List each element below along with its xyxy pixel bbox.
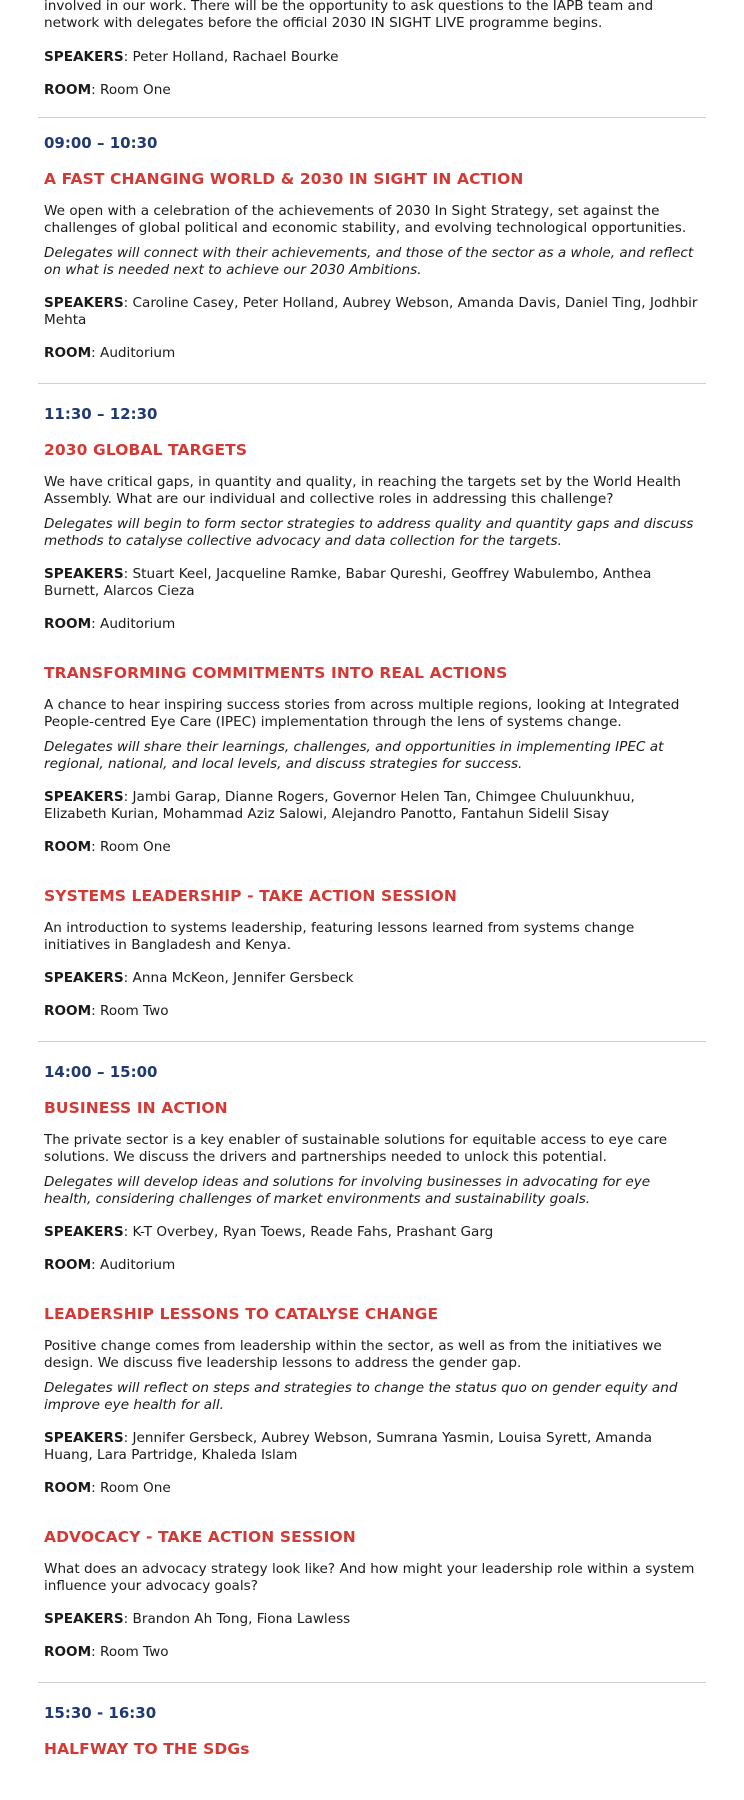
session-speakers: SPEAKERS: Jambi Garap, Dianne Rogers, Governor Helen Tan, Chimgee Chuluunkhuu, Elizabeth Kurian, Mohammad Aziz Salowi, Alejandro Panotto, Fantahun Sidelil Sisay (44, 789, 635, 822)
session-description: An introduction to systems leadership, featuring lessons learned from systems change initiatives in Bangladesh and Kenya. (44, 920, 635, 953)
session-delegates-note: Delegates will share their learnings, challenges, and opportunities in implementing IPEC at regional, national, and local levels, and discuss strategies for success. (44, 739, 664, 772)
session-room: ROOM: Room Two (44, 1003, 169, 1019)
speakers-label: SPEAKERS (44, 1224, 124, 1240)
time-block (0, 134, 744, 362)
room-label: ROOM (44, 1257, 92, 1273)
speakers-value: Brandon Ah Tong, Fiona Lawless (132, 1611, 351, 1627)
room-value: Auditorium (100, 345, 176, 361)
session-description: We have critical gaps, in quantity and quality, in reaching the targets set by the World Health Assembly. What are our individual and collective roles in addressing this challenge? (44, 474, 682, 507)
session-delegates-note: Delegates will begin to form sector strategies to address quality and quantity gaps and discuss methods to catalyse collective advocacy and data collection for the targets. (44, 516, 694, 549)
session-speakers: SPEAKERS: Caroline Casey, Peter Holland, Aubrey Webson, Amanda Davis, Daniel Ting, Jodhbir Mehta (44, 295, 698, 328)
speakers-label: SPEAKERS (44, 1430, 124, 1446)
room-value: Auditorium (100, 1257, 176, 1273)
session-room: ROOM: Room Two (44, 1644, 169, 1660)
time-block (0, 1063, 744, 1661)
session-title: ADVOCACY - TAKE ACTION SESSION (44, 1528, 356, 1546)
speakers-label: SPEAKERS (44, 49, 124, 65)
divider (38, 1041, 706, 1042)
intro-text-line-1: involved in our work. There will be the opportunity to ask questions to the IAPB team and (44, 0, 654, 14)
room-value: Room One (100, 82, 171, 98)
speakers-value: Jennifer Gersbeck, Aubrey Webson, Sumrana Yasmin, Louisa Syrett, Amanda Huang, Lara Partridge, Khaleda Islam (44, 1430, 653, 1463)
session-room: ROOM: Auditorium (44, 616, 176, 632)
time-slot: 15:30 - 16:30 (44, 1704, 157, 1722)
session-description: Positive change comes from leadership within the sector, as well as from the initiatives we design. We discuss five leadership lessons to address the gender gap. (44, 1338, 662, 1371)
speakers-label: SPEAKERS (44, 789, 124, 805)
session (44, 1304, 700, 1497)
session-room: ROOM: Room One (44, 839, 171, 855)
room-label: ROOM (44, 1003, 92, 1019)
session-delegates-note: Delegates will connect with their achievements, and those of the sector as a whole, and reflect on what is needed next to achieve our 2030 Ambitions. (44, 245, 694, 278)
session-delegates-note: Delegates will develop ideas and solutions for involving businesses in advocating for eye health, considering challenges of market environments and sustainability goals. (44, 1174, 651, 1207)
session-title: SYSTEMS LEADERSHIP - TAKE ACTION SESSION (44, 887, 457, 905)
intro-room: ROOM: Room One (44, 82, 171, 98)
divider (38, 117, 706, 118)
speakers-value: Stuart Keel, Jacqueline Ramke, Babar Qureshi, Geoffrey Wabulembo, Anthea Burnett, Alarcos Cieza (44, 566, 652, 599)
session-room: ROOM: Room One (44, 1480, 171, 1496)
session-speakers: SPEAKERS: Anna McKeon, Jennifer Gersbeck (44, 970, 354, 986)
session-speakers: SPEAKERS: Stuart Keel, Jacqueline Ramke, Babar Qureshi, Geoffrey Wabulembo, Anthea Burnett, Alarcos Cieza (44, 566, 652, 599)
session (44, 663, 700, 856)
session-description: The private sector is a key enabler of sustainable solutions for equitable access to eye care solutions. We discuss the drivers and partnerships needed to unlock this potential. (44, 1132, 668, 1165)
session-room: ROOM: Auditorium (44, 345, 176, 361)
time-slot: 11:30 – 12:30 (44, 405, 158, 423)
session (44, 1098, 700, 1274)
room-value: Room Two (100, 1644, 169, 1660)
room-label: ROOM (44, 616, 92, 632)
session (44, 886, 700, 1020)
session-description: A chance to hear inspiring success stories from across multiple regions, looking at Integrated People-centred Eye Care (IPEC) implementation through the lens of systems change. (44, 697, 680, 730)
room-value: Auditorium (100, 616, 176, 632)
session-title: BUSINESS IN ACTION (44, 1099, 228, 1117)
session-room: ROOM: Auditorium (44, 1257, 176, 1273)
session-speakers: SPEAKERS: Brandon Ah Tong, Fiona Lawless (44, 1611, 351, 1627)
session (44, 440, 700, 633)
divider (38, 1682, 706, 1683)
time-block (0, 1704, 744, 1759)
session-speakers: SPEAKERS: K-T Overbey, Ryan Toews, Reade Fahs, Prashant Garg (44, 1224, 494, 1240)
session (44, 169, 700, 362)
room-label: ROOM (44, 345, 92, 361)
session-title: 2030 GLOBAL TARGETS (44, 441, 248, 459)
session-speakers: SPEAKERS: Jennifer Gersbeck, Aubrey Webson, Sumrana Yasmin, Louisa Syrett, Amanda Huang, Lara Partridge, Khaleda Islam (44, 1430, 653, 1463)
session-title: TRANSFORMING COMMITMENTS INTO REAL ACTIONS (44, 664, 508, 682)
speakers-label: SPEAKERS (44, 295, 124, 311)
session-description: What does an advocacy strategy look like? And how might your leadership role within a system influence your advocacy goals? (44, 1561, 695, 1594)
speakers-value: Anna McKeon, Jennifer Gersbeck (132, 970, 354, 986)
speakers-label: SPEAKERS (44, 566, 124, 582)
speakers-value: Jambi Garap, Dianne Rogers, Governor Helen Tan, Chimgee Chuluunkhuu, Elizabeth Kurian, Mohammad Aziz Salowi, Alejandro Panotto, Fantahun Sidelil Sisay (44, 789, 635, 822)
session-title: LEADERSHIP LESSONS TO CATALYSE CHANGE (44, 1305, 439, 1323)
time-block (0, 405, 744, 1020)
room-label: ROOM (44, 82, 92, 98)
room-label: ROOM (44, 839, 92, 855)
session-delegates-note: Delegates will reflect on steps and strategies to change the status quo on gender equity and improve eye health for all. (44, 1380, 678, 1413)
session-description: We open with a celebration of the achievements of 2030 In Sight Strategy, set against the challenges of global political and economic stability, and evolving technological opportunities. (44, 203, 687, 236)
speakers-value: Peter Holland, Rachael Bourke (132, 49, 339, 65)
session (44, 1739, 700, 1759)
intro-speakers: SPEAKERS: Peter Holland, Rachael Bourke (44, 49, 339, 65)
session-title: HALFWAY TO THE SDGs (44, 1740, 250, 1758)
time-slot: 14:00 – 15:00 (44, 1063, 158, 1081)
session (44, 1527, 700, 1661)
intro-section (0, 0, 744, 99)
divider (38, 383, 706, 384)
speakers-label: SPEAKERS (44, 970, 124, 986)
speakers-value: Caroline Casey, Peter Holland, Aubrey Webson, Amanda Davis, Daniel Ting, Jodhbir Mehta (44, 295, 698, 328)
room-value: Room One (100, 1480, 171, 1496)
session-title: A FAST CHANGING WORLD & 2030 IN SIGHT IN ACTION (44, 170, 524, 188)
intro-text-line-2: network with delegates before the official 2030 IN SIGHT LIVE programme begins. (44, 15, 603, 31)
room-value: Room Two (100, 1003, 169, 1019)
speakers-label: SPEAKERS (44, 1611, 124, 1627)
speakers-value: K-T Overbey, Ryan Toews, Reade Fahs, Prashant Garg (132, 1224, 494, 1240)
room-value: Room One (100, 839, 171, 855)
room-label: ROOM (44, 1480, 92, 1496)
time-slot: 09:00 – 10:30 (44, 134, 158, 152)
room-label: ROOM (44, 1644, 92, 1660)
